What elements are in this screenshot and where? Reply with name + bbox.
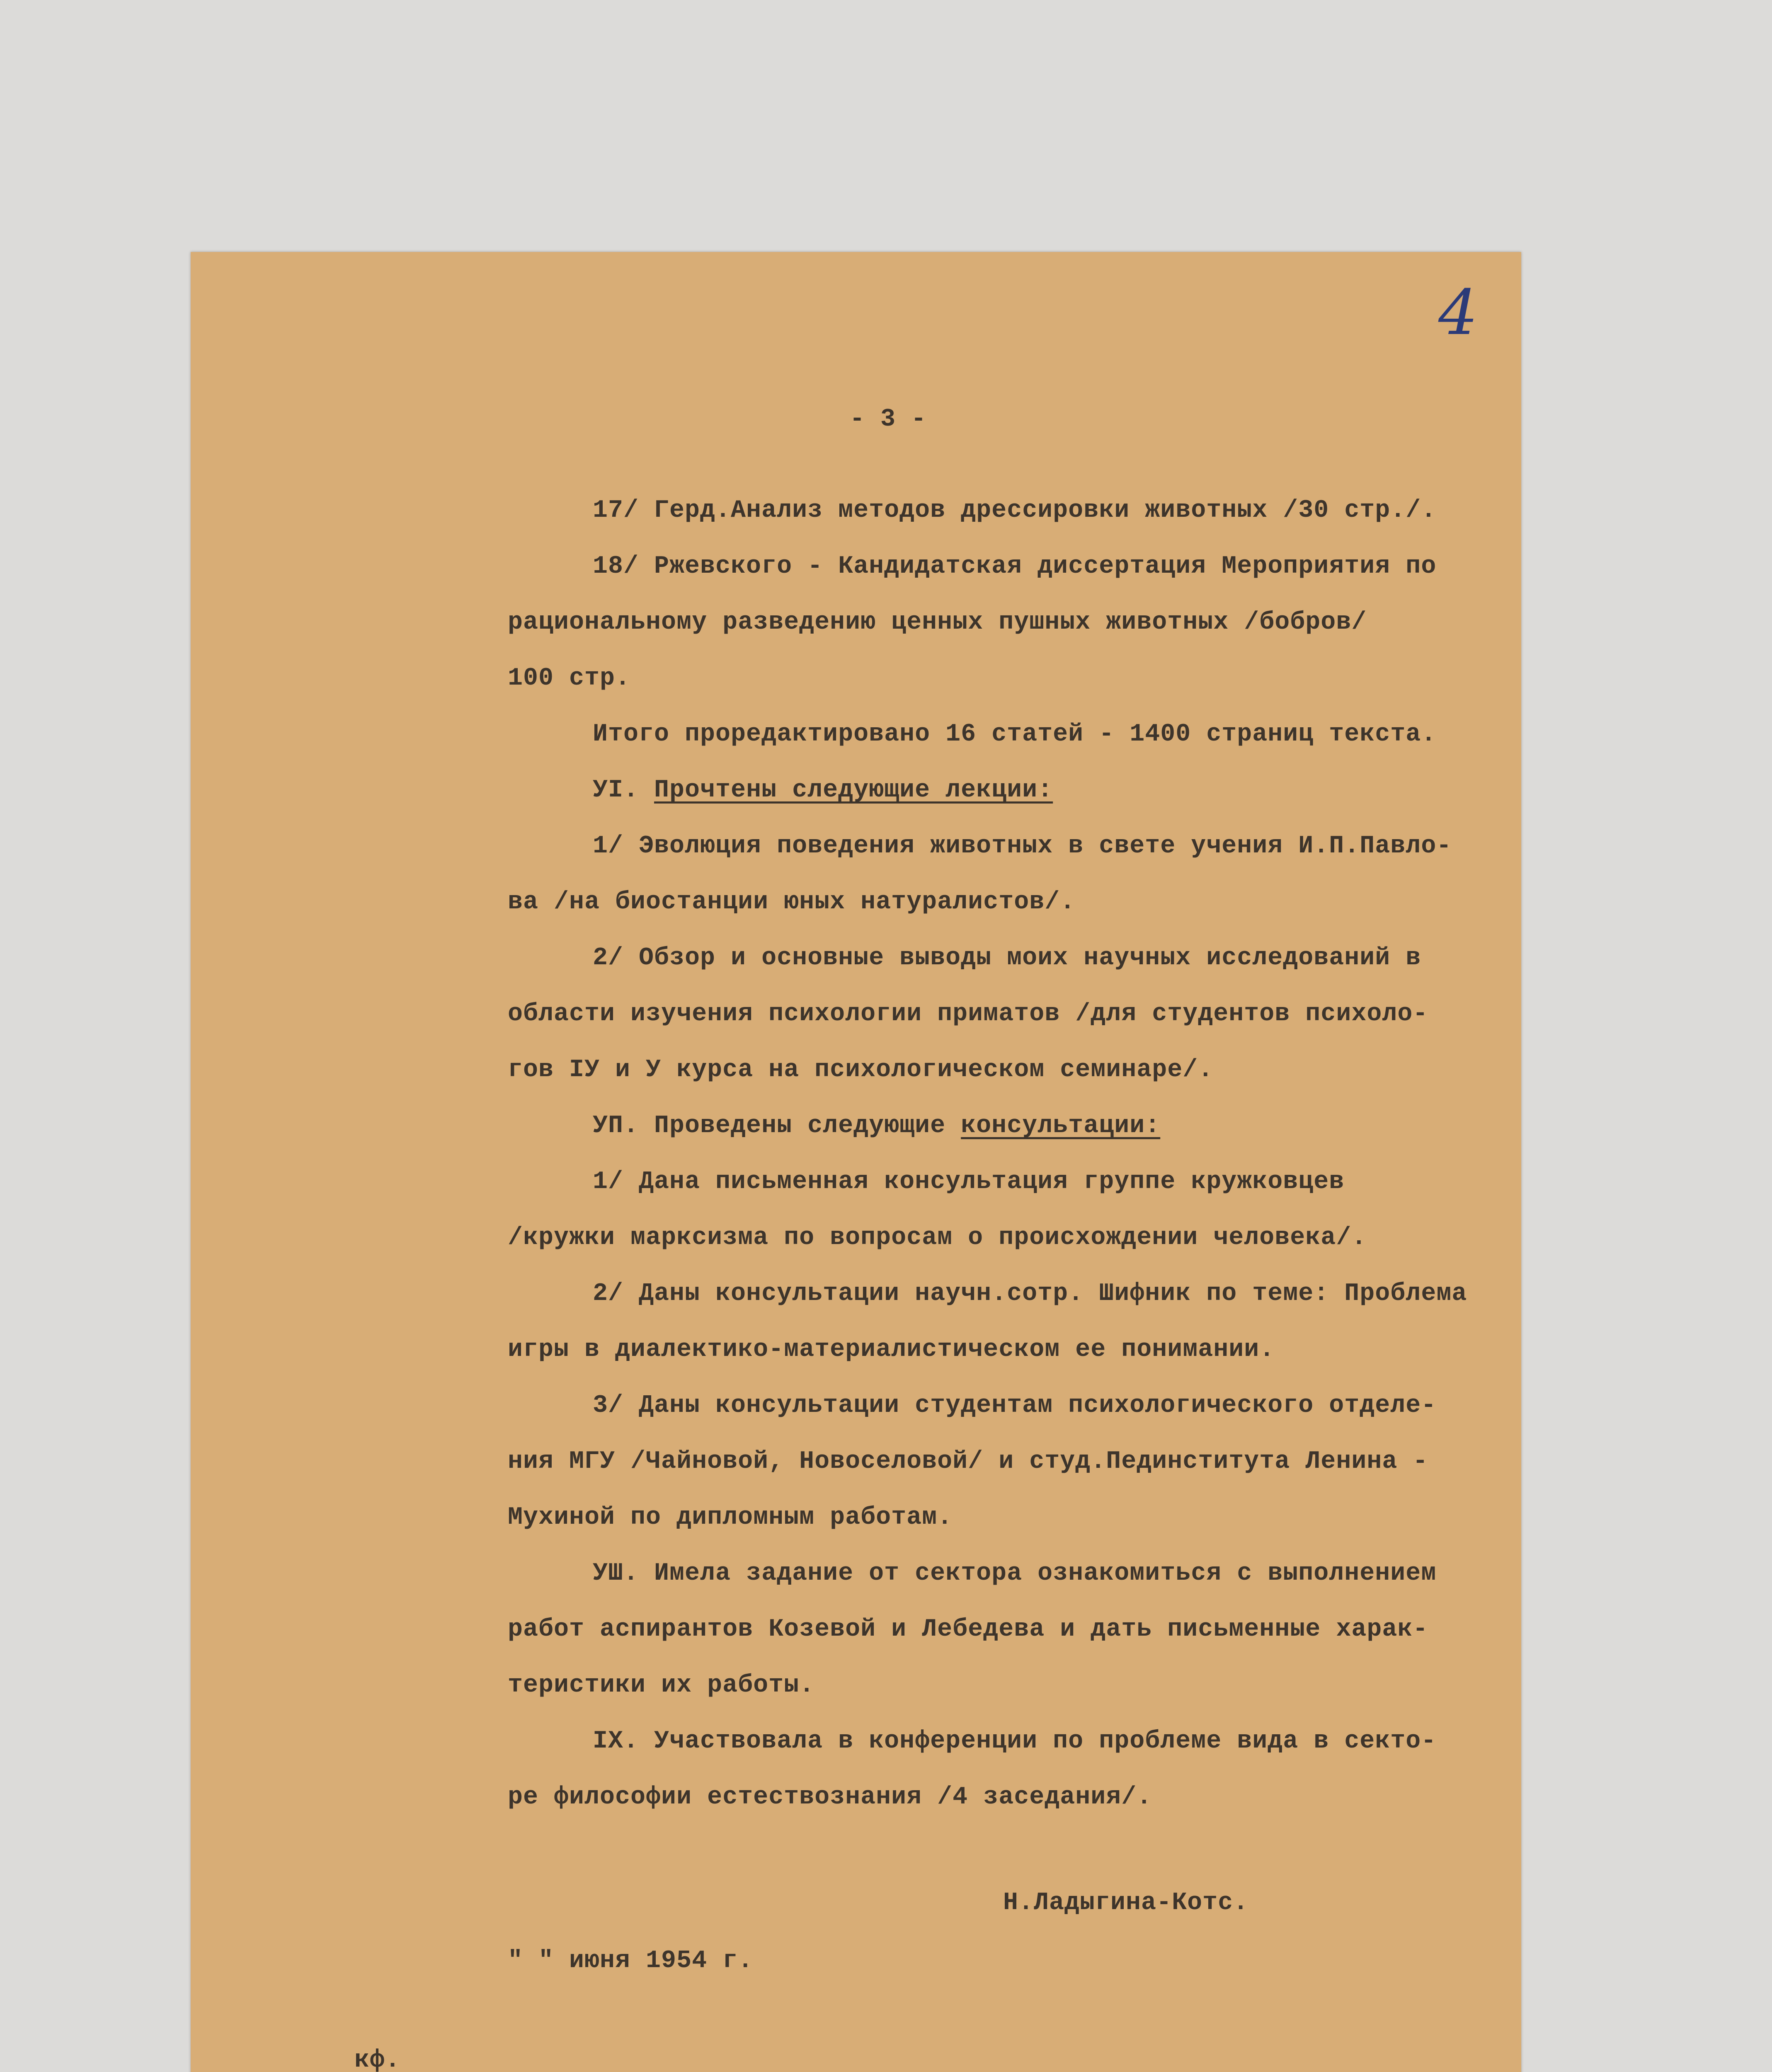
typist-initials: кф. (354, 2046, 401, 2072)
page-header: - 3 - (850, 405, 927, 433)
document-page (191, 252, 1521, 2072)
text-line: гов IУ и У курса на психологическом семинаре/. (508, 1056, 1214, 1084)
text-line: 100 стр. (508, 664, 631, 692)
text-line: 3/ Даны консультации студентам психологического отделе- (593, 1392, 1437, 1420)
text-line: 2/ Даны консультации научн.сотр. Шифник по теме: Проблема (593, 1280, 1467, 1308)
text-line: ва /на биостанции юных натуралистов/. (508, 888, 1076, 916)
text-line: Итого проредактировано 16 статей - 1400 страниц текста. (593, 720, 1437, 748)
text-line: 1/ Дана письменная консультация группе кружковцев (593, 1168, 1345, 1196)
text-line: УШ. Имела задание от сектора ознакомиться с выполнением (593, 1559, 1437, 1588)
text-line: работ аспирантов Козевой и Лебедева и дать письменные харак- (508, 1615, 1428, 1644)
text-line: теристики их работы. (508, 1671, 815, 1699)
date-line: " " июня 1954 г. (508, 1947, 754, 1975)
text-line: /кружки марксизма по вопросам о происхождении человека/. (508, 1224, 1367, 1252)
text-line: рациональному разведению ценных пушных животных /бобров/ (508, 608, 1367, 637)
signature: Н.Ладыгина-Котс. (1003, 1889, 1249, 1917)
text-line: Мухиной по дипломным работам. (508, 1503, 953, 1532)
text-line: IX. Участвовала в конференции по проблеме вида в секто- (593, 1727, 1437, 1755)
section-heading: УI. Прочтены следующие лекции: (593, 776, 1053, 804)
text-line: ре философии естествознания /4 заседания/. (508, 1783, 1152, 1811)
text-line: 1/ Эволюция поведения животных в свете учения И.П.Павло- (593, 832, 1452, 860)
text-line: игры в диалектико-материалистическом ее понимании. (508, 1336, 1275, 1364)
text-line: 2/ Обзор и основные выводы моих научных исследований в (593, 944, 1421, 972)
text-line: ния МГУ /Чайновой, Новоселовой/ и студ.Пединститута Ленина - (508, 1447, 1428, 1476)
section-heading: УП. Проведены следующие консультации: (593, 1112, 1161, 1140)
handwritten-page-number: 4 (1438, 277, 1478, 349)
text-line: 18/ Ржевского - Кандидатская диссертация Мероприятия по (593, 552, 1437, 581)
text-line: 17/ Герд.Анализ методов дрессировки животных /30 стр./. (593, 496, 1437, 525)
text-line: области изучения психологии приматов /для студентов психоло- (508, 1000, 1428, 1028)
